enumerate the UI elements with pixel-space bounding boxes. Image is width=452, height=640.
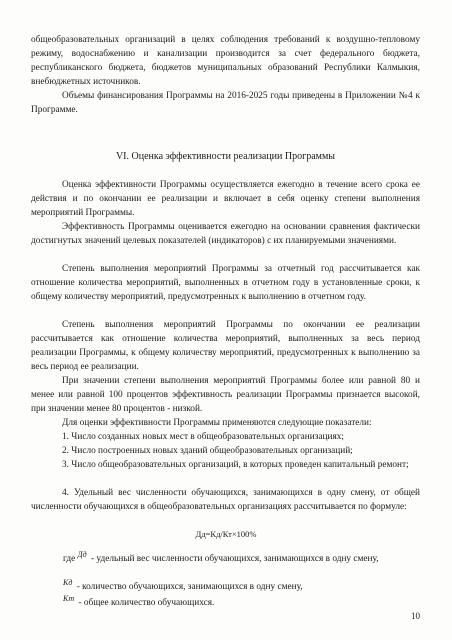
definition-kd-symbol: Кд	[63, 578, 73, 587]
definition-dd	[63, 552, 420, 566]
indicator-item-4: 4. Удельный вес численности обучающихся, занимающихся в одну смену, от общей численности обучающихся в общеобразовательных организациях рассчитывается по формуле:	[31, 488, 420, 512]
definition-dd-text: - удельный вес численности обучающихся, занимающихся в одну смену,	[91, 554, 379, 564]
paragraph-funding-volume: Объемы финансирования Программы на 2016-2025 годы приведены в Приложении №4 к Программе.	[31, 91, 420, 115]
definition-dd-prefix: где	[63, 554, 76, 564]
paragraph-indicators-intro: Для оценки эффективности Программы применяются следующие показатели:	[62, 418, 372, 428]
definition-kt-text: - общее количество обучающихся.	[78, 598, 215, 608]
paragraph-efficiency-basis: Эффективность Программы оценивается ежегодно на основании сравнения фактически достигнутых значений целевых показателей (индикаторов) с их планируемыми значениями.	[31, 222, 420, 246]
paragraph-threshold: При значении степени выполнения мероприятий Программы более или равной 80 и менее или равной 100 процентов эффективность реализации Программы признается высокой, при значении менее 80 процентов - низкой.	[31, 376, 420, 414]
definition-kt	[63, 596, 420, 610]
indicator-item-2: 2. Число построенных новых зданий общеобразовательных организаций;	[62, 446, 353, 456]
paragraph-yearly-degree: Степень выполнения мероприятий Программы за отчетный год рассчитывается как отношение количества мероприятий, выполненных в отчетном году в установленные сроки, к общему количеству мероприятий, предусмотренных к выполнению в отчетном году.	[31, 264, 420, 302]
definition-dd-symbol: Дд	[77, 550, 87, 559]
section-heading: VI. Оценка эффективности реализации Программы	[115, 151, 336, 162]
paragraph-evaluation-intro: Оценка эффективности Программы осуществляется ежегодно в течение всего срока ее действия и по окончании ее реализации и включает в себя оценку степени выполнения мероприятий Программы.	[31, 180, 420, 218]
definition-kd-text: - количество обучающихся, занимающихся в одну смену,	[76, 582, 303, 592]
indicator-item-1: 1. Число созданных новых мест в общеобразовательных организациях;	[62, 432, 345, 442]
page-number: 10	[411, 611, 420, 621]
definition-kd	[63, 580, 420, 594]
formula: Дд=Кд/Кт×100%	[195, 529, 257, 539]
paragraph-final-degree: Степень выполнения мероприятий Программы по окончании ее реализации рассчитывается как отношение количества мероприятий, выполненных за весь период реализации Программы, к общему количеству мероприятий, предусмотренных к выполнению за весь период ее реализации.	[31, 320, 420, 372]
definition-kt-symbol: Кт	[63, 594, 75, 603]
indicator-item-3: 3. Число общеобразовательных организаций, в которых проведен капитальный ремонт;	[62, 460, 409, 470]
paragraph-funding-continuation: общеобразовательных организаций в целях соблюдения требований к воздушно-тепловому режиму, водоснабжению и канализации производится за счет федерального бюджета, республиканского бюджета, бюджетов муниципальных образований Республики Калмыкия, внебюджетных источников.	[31, 35, 420, 87]
